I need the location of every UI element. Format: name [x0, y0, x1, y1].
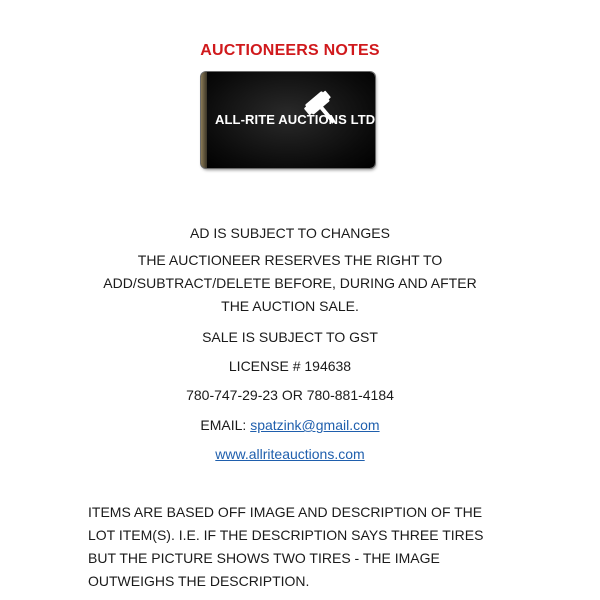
email-label: EMAIL:: [200, 417, 251, 433]
email-line: [0, 414, 580, 436]
gst-notice: SALE IS SUBJECT TO GST: [202, 329, 378, 345]
notice-rights-line2: ADD/SUBTRACT/DELETE BEFORE, DURING AND AFTER: [103, 275, 477, 291]
notice-rights-line3: THE AUCTION SALE.: [221, 298, 359, 314]
phone-numbers: 780-747-29-23 OR 780-881-4184: [186, 387, 394, 403]
company-logo: [201, 72, 375, 168]
notice-changes: AD IS SUBJECT TO CHANGES: [190, 225, 390, 241]
page-title: AUCTIONEERS NOTES: [200, 42, 380, 59]
logo-edge-strip: [201, 72, 207, 168]
website-link[interactable]: www.allriteauctions.com: [215, 446, 365, 462]
website-line: [0, 443, 580, 465]
license-number: LICENSE # 194638: [228, 358, 352, 374]
disclaimer-paragraph: ITEMS ARE BASED OFF IMAGE AND DESCRIPTION OF THE LOT ITEM(S). I.E. IF THE DESCRIPTION SAYS THREE TIRES BUT THE PICTURE SHOWS TWO TIRES - THE IMAGE OUTWEIGHS THE DESCRIPTION.: [88, 504, 484, 589]
logo-text: ALL-RITE AUCTIONS LTD: [215, 112, 375, 127]
email-link[interactable]: spatzink@gmail.com: [250, 417, 380, 433]
notice-rights-line1: THE AUCTIONEER RESERVES THE RIGHT TO: [137, 252, 443, 268]
